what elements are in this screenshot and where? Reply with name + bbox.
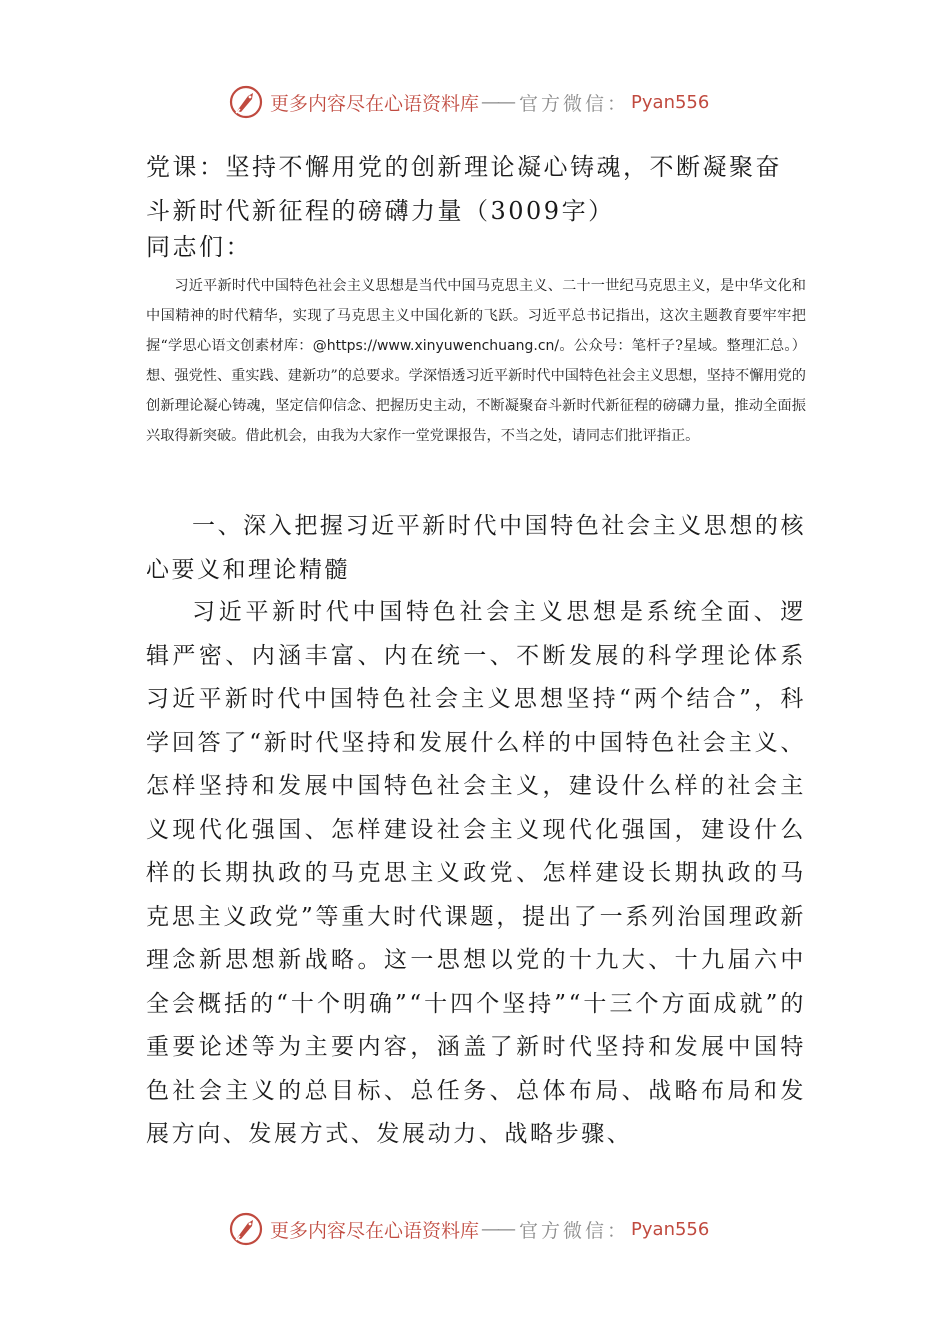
pen-nib-logo-icon [228, 84, 264, 120]
section-1-body: 习近平新时代中国特色社会主义思想是系统全面、逻辑严密、内涵丰富、内在统一、不断发展的科学理论体系习近平新时代中国特色社会主义思想坚持“两个结合”，科学回答了“新时代坚持和发展什么样的中国特色社会主义、怎样坚持和发展中国特色社会主义，建设什么样的社会主义现代化强国、怎样建设社会主义现代化强国，建设什么样的长期执政的马克思主义政党、怎样建设长期执政的马克思主义政党”等重大时代课题，提出了一系列治国理政新理念新思想新战略。这一思想以党的十九大、十九届六中全会概括的“十个明确”“十四个坚持”“十三个方面成就”的重要论述等为主要内容，涵盖了新时代坚持和发展中国特色社会主义的总目标、总任务、总体布局、战略布局和发展方向、发展方式、发展动力、战略步骤、 [146, 599, 806, 1147]
banner-wechat-id: Pyan556 [631, 1218, 710, 1240]
banner-text: 更多内容尽在心语资料库 [270, 1219, 480, 1242]
intro-link[interactable]: @https://www.xinyuwenchuang.cn/ [312, 338, 560, 354]
banner-wechat-id: Pyan556 [631, 91, 710, 113]
intro-text-part2: 。公众号：笔杆子?星域。整理汇总。）想、强党性、重实践、建新功”的总要求。学深悟透习近平新时代中国特色社会主义思想，坚持不懈用党的创新理论凝心铸魂，坚定信仰信念、把握历史主动，不断凝聚奋斗新时代新征程的磅礴力量，推动全面振兴取得新突破。借此机会，由我为大家作一堂党课报告，不当之处，请同志们批评指正。 [146, 338, 806, 444]
banner-contact-label: 官方微信： [519, 1219, 630, 1242]
banner-dash: —— [481, 91, 514, 113]
banner-contact-label: 官方微信： [519, 92, 630, 115]
footer-watermark-banner [228, 1209, 709, 1249]
intro-text-part1: 习近平新时代中国特色社会主义思想是当代中国马克思主义、二十一世纪马克思主义，是中华文化和中国精神的时代精华，实现了马克思主义中国化新的飞跃。习近平总书记指出，这次主题教育要牢牢把握“学思心语文创素材库： [146, 278, 806, 354]
document-title: 党课：坚持不懈用党的创新理论凝心铸魂，不断凝聚奋斗新时代新征程的磅礴力量（3009字） [146, 153, 782, 225]
pen-nib-logo-icon [228, 1211, 264, 1247]
banner-dash: —— [481, 1218, 514, 1240]
section-1-heading: 一、深入把握习近平新时代中国特色社会主义思想的核心要义和理论精髓 [146, 513, 806, 583]
header-watermark-banner [228, 82, 709, 122]
intro-paragraph [146, 271, 806, 451]
greeting: 同志们： [146, 233, 252, 261]
banner-text: 更多内容尽在心语资料库 [270, 92, 480, 115]
